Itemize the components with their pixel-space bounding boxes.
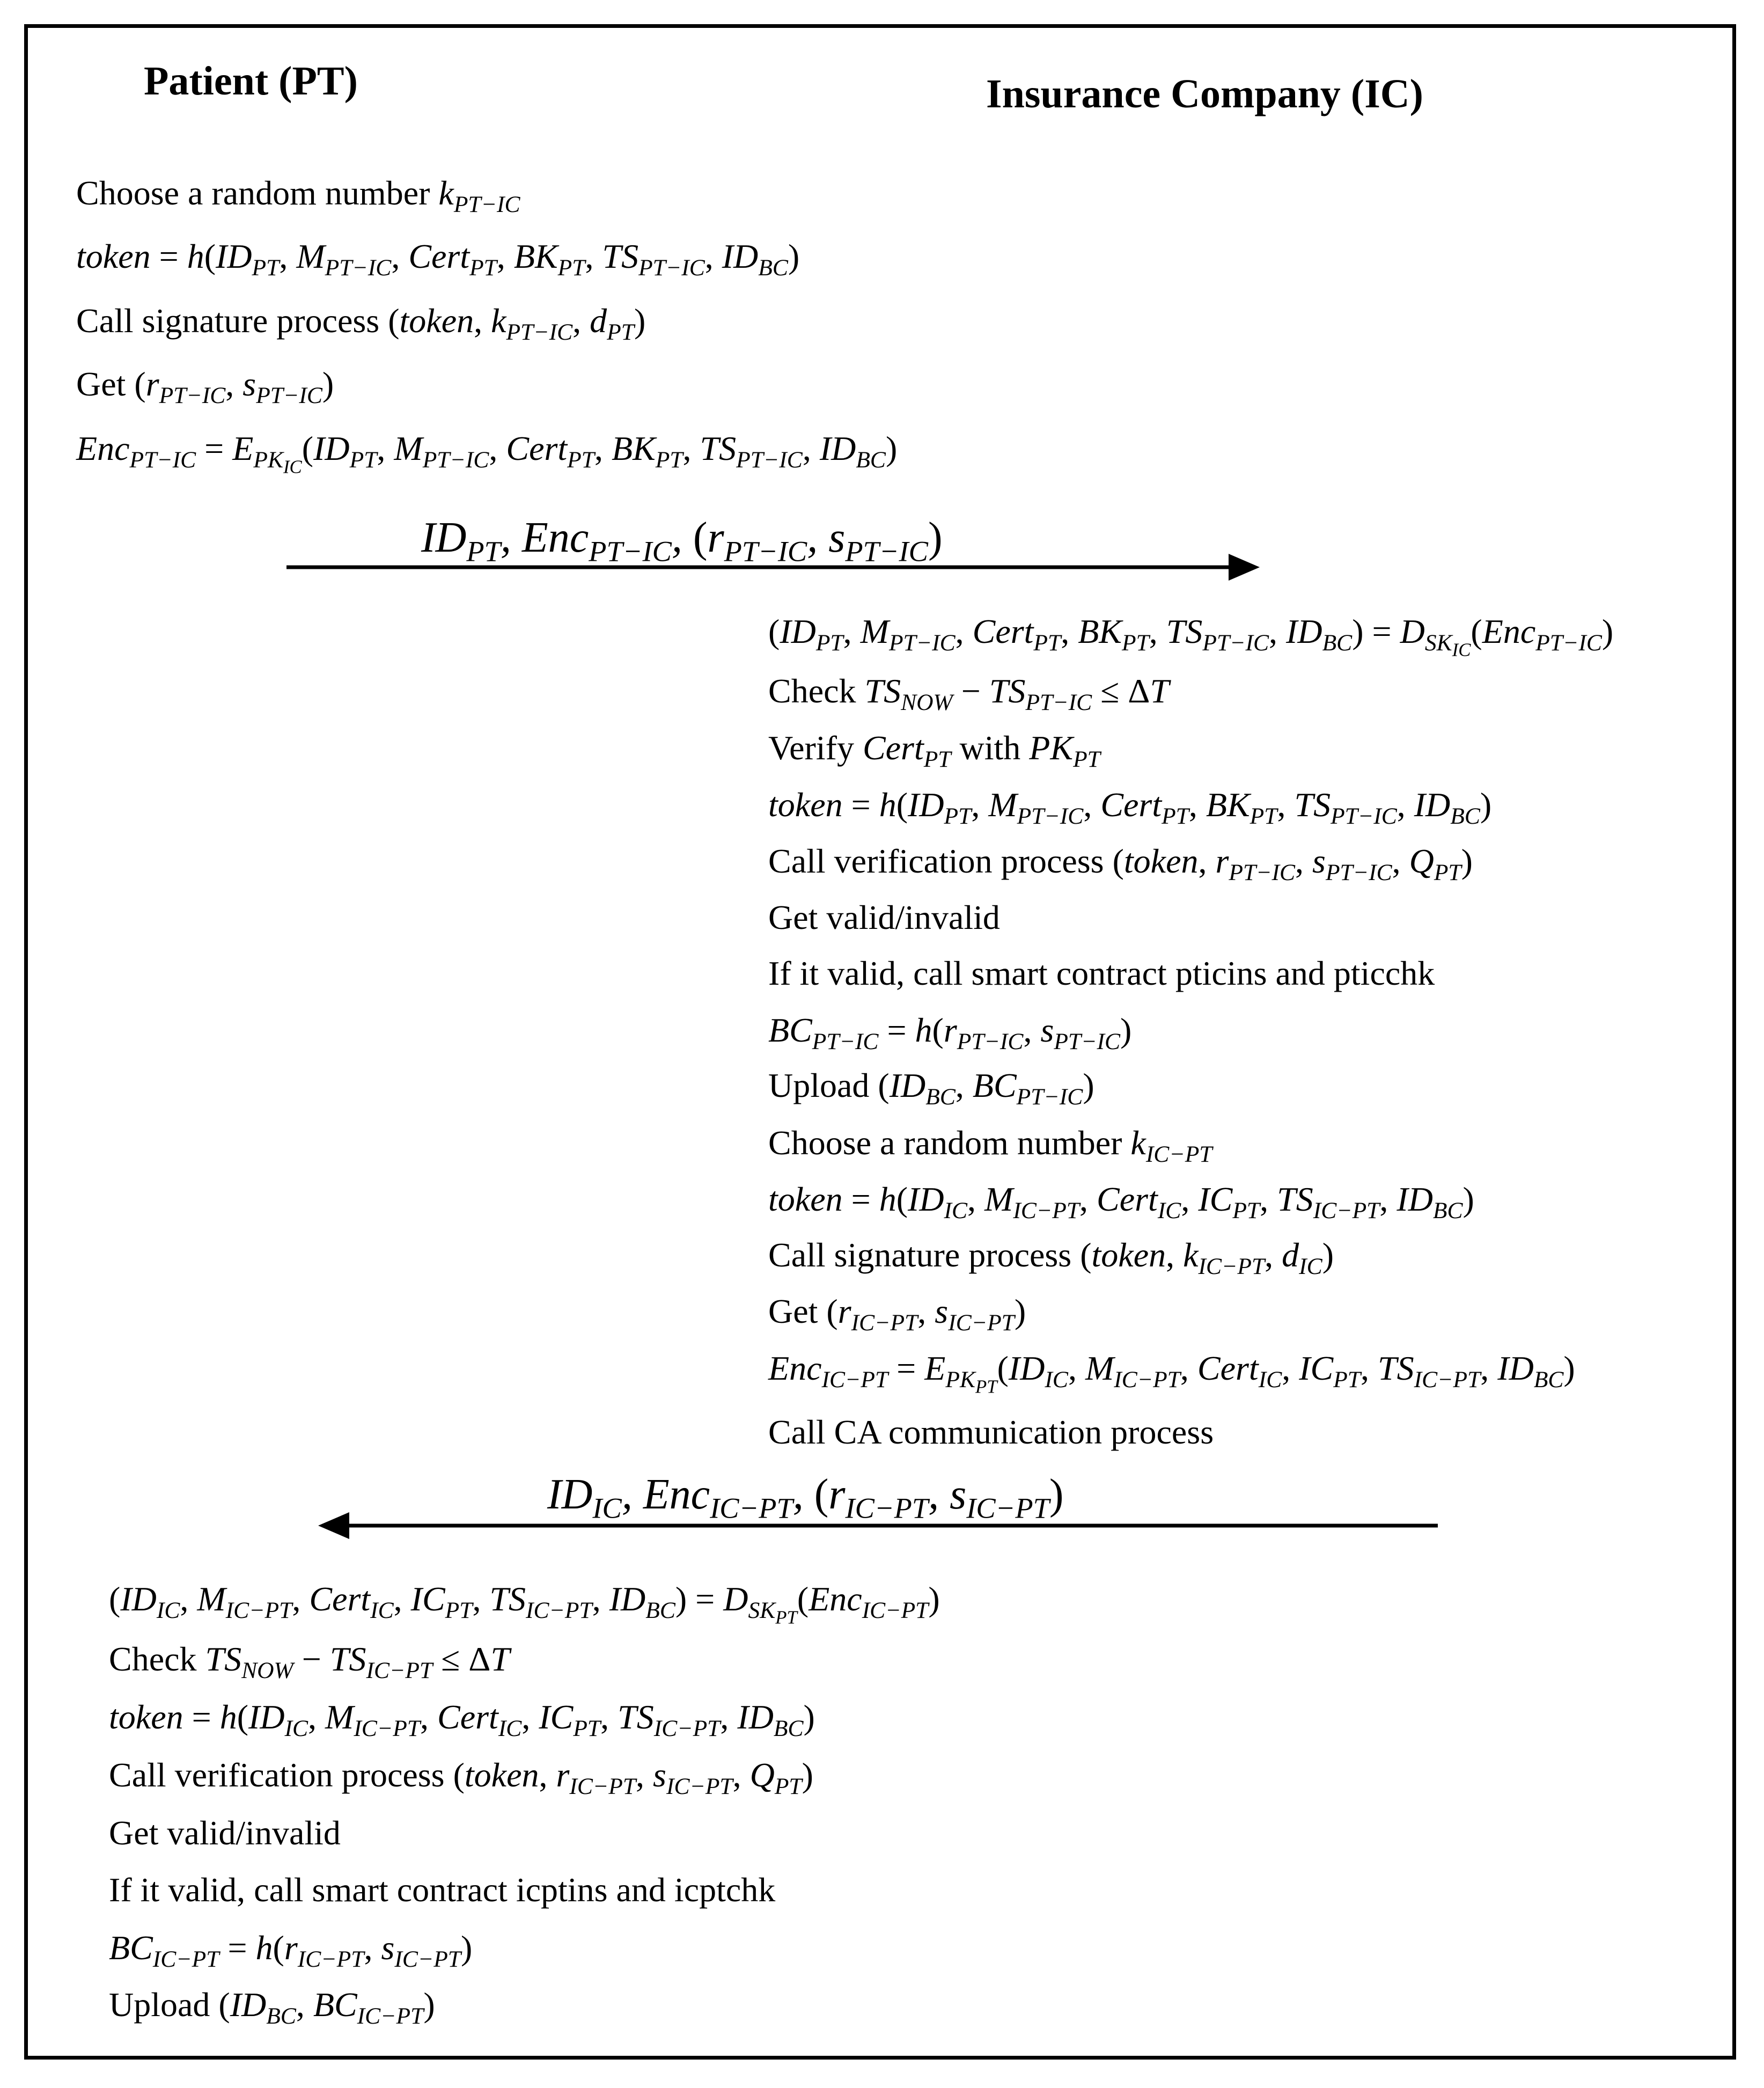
pt-step-call-verification: Call verification process (token, $r_{IC-PT}$, $s_{IC-PT}$, $Q_{PT}$)	[109, 1756, 813, 1799]
ic-step-check-timestamp: Check $TS_{NOW} - TS_{PT-IC} \le \Delta T$	[768, 672, 1170, 715]
pt-step-choose-random: Choose a random number $k_{PT-IC}$	[76, 174, 520, 217]
ic-step-call-ca: Call CA communication process	[768, 1413, 1214, 1451]
pt-step-check-timestamp: Check $TS_{NOW} - TS_{IC-PT} \le \Delta T$	[109, 1640, 510, 1683]
message-pt-to-ic-label: $ID_{PT}$, Enc$_{PT-IC}$, ($r_{PT-IC}$, $s_{PT-IC}$)	[421, 514, 943, 568]
patient-header: Patient (PT)	[144, 58, 358, 104]
message-ic-to-pt-label: $ID_{IC}$, Enc$_{IC-PT}$, ($r_{IC-PT}$, $s_{IC-PT}$)	[547, 1471, 1064, 1525]
pt-step-token-2: token = $h(ID_{IC}$, $M_{IC-PT}$, Cert$_{IC}$, $IC_{PT}$, $TS_{IC-PT}$, $ID_{BC}$)	[109, 1698, 815, 1741]
pt-step-call-signature: Call signature process (token, $k_{PT-IC}$, $d_{PT}$)	[76, 302, 646, 345]
ic-step-token: token = $h(ID_{PT}$, $M_{PT-IC}$, Cert$_{PT}$, $BK_{PT}$, $TS_{PT-IC}$, $ID_{BC}$)	[768, 786, 1492, 829]
ic-step-call-signature: Call signature process (token, $k_{IC-PT}$, $d_{IC}$)	[768, 1236, 1334, 1279]
pt-step-upload: Upload ($ID_{BC}$, $BC_{IC-PT}$)	[109, 1986, 435, 2029]
pt-step-smart-contract: If it valid, call smart contract icptins and icptchk	[109, 1871, 776, 1909]
ic-step-choose-random: Choose a random number $k_{IC-PT}$	[768, 1124, 1212, 1167]
pt-step-get-signature: Get ($r_{PT-IC}$, $s_{PT-IC}$)	[76, 365, 334, 408]
ic-step-upload: Upload ($ID_{BC}$, $BC_{PT-IC}$)	[768, 1066, 1094, 1110]
ic-step-call-verification: Call verification process (token, $r_{PT-IC}$, $s_{PT-IC}$, $Q_{PT}$)	[768, 842, 1473, 885]
pt-step-token: token = $h(ID_{PT}$, $M_{PT-IC}$, Cert$_{PT}$, $BK_{PT}$, $TS_{PT-IC}$, $ID_{BC}$)	[76, 237, 800, 281]
ic-step-get-valid: Get valid/invalid	[768, 898, 1000, 936]
ic-step-bc-hash: $BC_{PT-IC} = h(r_{PT-IC}$, $s_{PT-IC}$)	[768, 1011, 1132, 1054]
ic-step-smart-contract: If it valid, call smart contract pticins and pticchk	[768, 954, 1435, 992]
insurance-company-header: Insurance Company (IC)	[986, 71, 1423, 116]
ic-step-decrypt: ($ID_{PT}$, $M_{PT-IC}$, Cert$_{PT}$, $BK_{PT}$, $TS_{PT-IC}$, $ID_{BC}) = D_{SK_{IC}}(Enc_{PT-IC})$	[768, 612, 1614, 661]
pt-step-decrypt: ($ID_{IC}$, $M_{IC-PT}$, Cert$_{IC}$, $IC_{PT}$, $TS_{IC-PT}$, $ID_{BC}) = D_{SK_{PT}}(Enc_{IC-PT})$	[109, 1580, 940, 1628]
ic-step-encrypt: $Enc_{IC-PT} = E_{PK_{PT}}(ID_{IC}$, $M_{IC-PT}$, Cert$_{IC}$, $IC_{PT}$, $TS_{IC-PT}$, $ID_{BC}$)	[768, 1349, 1575, 1397]
pt-step-bc-hash: $BC_{IC-PT} = h(r_{IC-PT}$, $s_{IC-PT}$)	[109, 1929, 473, 1972]
arrow-ic-to-pt-head	[318, 1512, 349, 1539]
pt-step-encrypt: $Enc_{PT-IC} = E_{PK_{IC}}(ID_{PT}$, $M_{PT-IC}$, Cert$_{PT}$, $BK_{PT}$, $TS_{PT-IC}$, $ID_{BC}$)	[76, 429, 898, 478]
ic-step-get-signature: Get ($r_{IC-PT}$, $s_{IC-PT}$)	[768, 1292, 1026, 1336]
ic-step-verify-cert: Verify Cert$_{PT}$ with $PK_{PT}$	[768, 729, 1100, 772]
arrow-pt-to-ic-head	[1229, 554, 1260, 581]
pt-step-get-valid: Get valid/invalid	[109, 1814, 341, 1852]
ic-step-token-2: token = $h(ID_{IC}$, $M_{IC-PT}$, Cert$_{IC}$, $IC_{PT}$, $TS_{IC-PT}$, $ID_{BC}$)	[768, 1180, 1474, 1224]
